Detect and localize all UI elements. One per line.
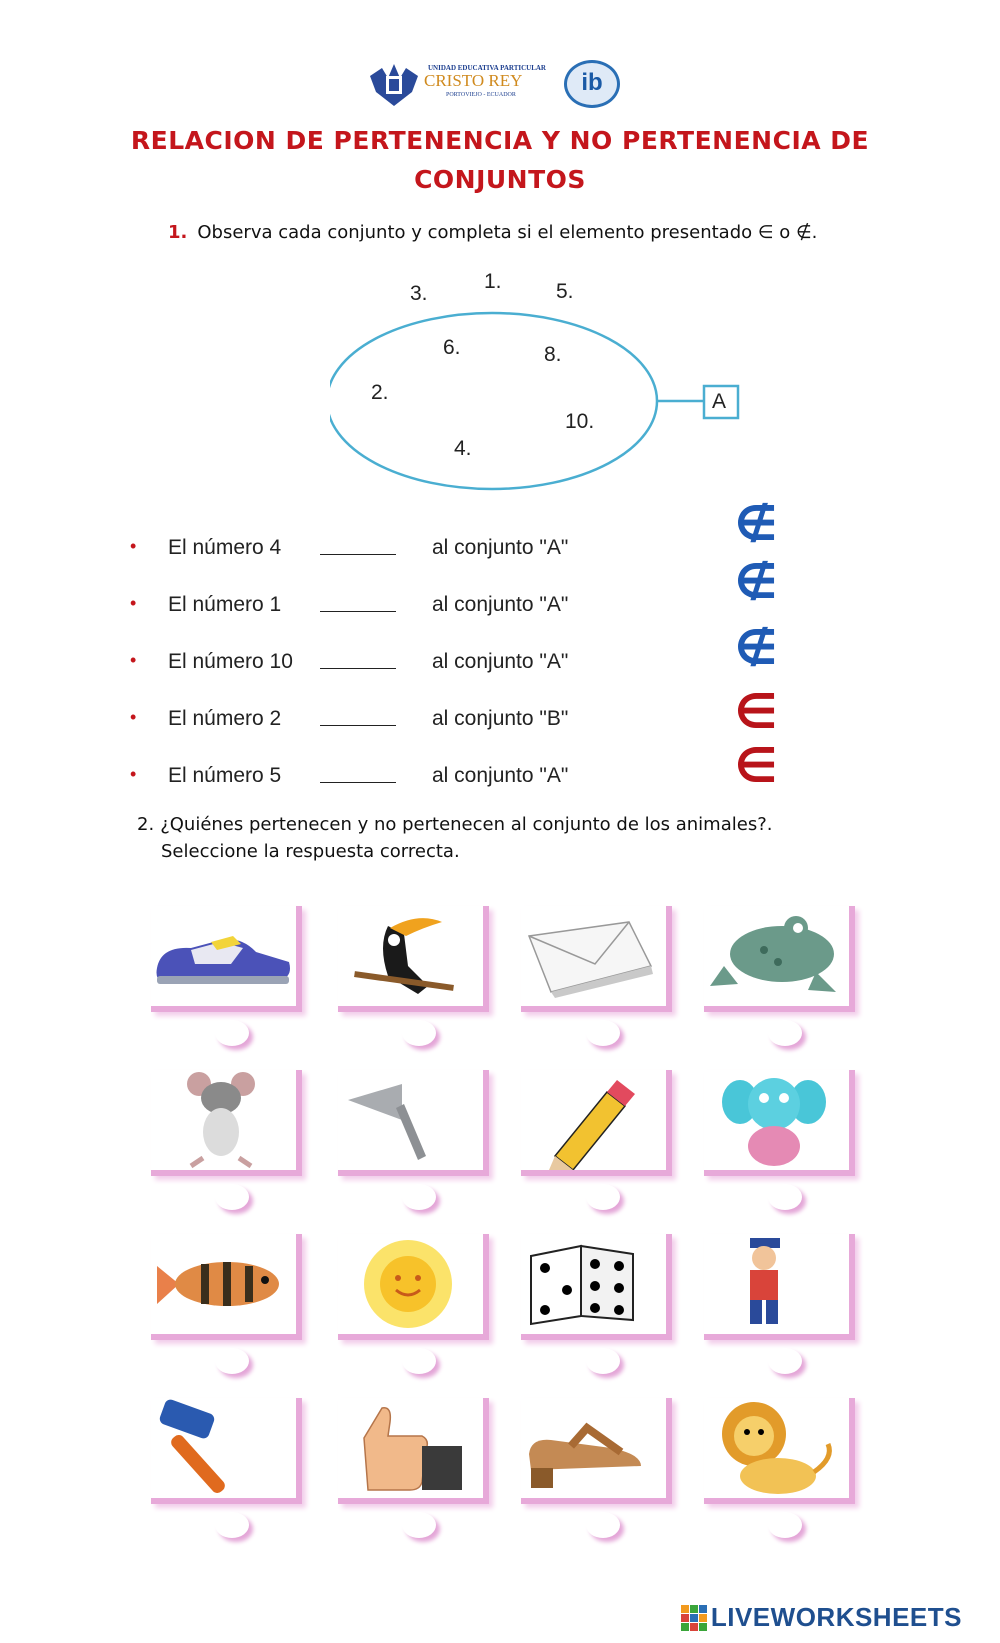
fish-icon — [151, 1234, 296, 1334]
picture-card-boy — [704, 1234, 855, 1340]
bullet: • — [130, 764, 137, 784]
picture-card-sandal — [521, 1398, 672, 1504]
answer-radio[interactable] — [586, 1348, 620, 1374]
answer-radio[interactable] — [215, 1512, 249, 1538]
picture-card-frog — [704, 906, 855, 1012]
outside-element-3: 3. — [410, 282, 428, 305]
answer-radio[interactable] — [768, 1348, 802, 1374]
statement-tail: al conjunto "A" — [432, 593, 569, 616]
question-2-line2: Seleccione la respuesta correcta. — [161, 841, 460, 862]
page-title: RELACION DE PERTENENCIA Y NO PERTENENCIA DE — [130, 126, 870, 155]
answer-radio[interactable] — [402, 1184, 436, 1210]
mouse-icon — [151, 1070, 296, 1170]
picture-card-lion — [704, 1398, 855, 1504]
question-1-number: 1. — [168, 222, 188, 243]
element-of-symbol[interactable]: ∈ — [734, 738, 778, 794]
answer-radio[interactable] — [402, 1512, 436, 1538]
answer-radio[interactable] — [215, 1348, 249, 1374]
statement-tail: al conjunto "B" — [432, 707, 569, 730]
picture-card-mouse — [151, 1070, 302, 1176]
dice-icon — [521, 1234, 666, 1334]
not-element-of-symbol[interactable]: ∉ — [734, 496, 778, 552]
answer-radio[interactable] — [586, 1512, 620, 1538]
lion-icon — [704, 1398, 849, 1498]
funnel-icon — [338, 1070, 483, 1170]
statement-label: El número 1 — [168, 593, 282, 616]
page-title-line2: CONJUNTOS — [414, 165, 586, 194]
answer-blank[interactable] — [320, 668, 396, 669]
question-1 — [168, 222, 817, 243]
bullet: • — [130, 593, 137, 613]
picture-card-toucan — [338, 906, 489, 1012]
picture-card-envelope — [521, 906, 672, 1012]
bullet: • — [130, 650, 137, 670]
school-line1: UNIDAD EDUCATIVA PARTICULAR — [428, 64, 546, 72]
sandal-icon — [521, 1398, 666, 1498]
question-2-number: 2. — [137, 814, 155, 835]
answer-radio[interactable] — [215, 1020, 249, 1046]
envelope-icon — [521, 906, 666, 1006]
outside-element-5: 5. — [556, 280, 574, 303]
picture-card-dice — [521, 1234, 672, 1340]
answer-radio[interactable] — [768, 1020, 802, 1046]
question-1-text: Observa cada conjunto y completa si el elemento presentado ∈ o ∉. — [197, 222, 818, 243]
picture-card-hammer — [151, 1398, 302, 1504]
inside-element-10: 10. — [565, 410, 595, 433]
answer-radio[interactable] — [768, 1512, 802, 1538]
set-diagram — [330, 270, 750, 520]
answer-blank[interactable] — [320, 782, 396, 783]
answer-radio[interactable] — [768, 1184, 802, 1210]
answer-radio[interactable] — [586, 1020, 620, 1046]
statement-tail: al conjunto "A" — [432, 536, 569, 559]
liveworksheets-logo-icon — [681, 1605, 707, 1631]
answer-radio[interactable] — [402, 1348, 436, 1374]
footer-brand-text: LIVEWORKSHEETS — [710, 1602, 962, 1632]
answer-blank[interactable] — [320, 554, 396, 555]
statement-label: El número 4 — [168, 536, 282, 559]
inside-element-4: 4. — [454, 437, 472, 460]
footer-brand — [681, 1602, 962, 1633]
ib-mark: ib — [581, 69, 603, 96]
bullet: • — [130, 707, 137, 727]
pencil-icon — [521, 1070, 666, 1170]
inside-element-2: 2. — [371, 381, 389, 404]
picture-card-thumbs-up — [338, 1398, 489, 1504]
school-name: CRISTO REY — [424, 71, 523, 90]
eagle-crest-icon — [368, 58, 420, 110]
picture-card-pencil — [521, 1070, 672, 1176]
inside-element-8: 8. — [544, 343, 562, 366]
answer-radio[interactable] — [586, 1184, 620, 1210]
answer-radio[interactable] — [215, 1184, 249, 1210]
question-2 — [137, 814, 772, 835]
school-city: PORTOVIEJO - ECUADOR — [446, 92, 516, 98]
picture-card-sun — [338, 1234, 489, 1340]
element-of-symbol[interactable]: ∈ — [734, 684, 778, 740]
set-a-label: A — [712, 390, 727, 413]
picture-card-elephant — [704, 1070, 855, 1176]
outside-element-1: 1. — [484, 270, 502, 293]
statement-tail: al conjunto "A" — [432, 650, 569, 673]
inside-element-6: 6. — [443, 336, 461, 359]
answer-blank[interactable] — [320, 611, 396, 612]
boy-icon — [704, 1234, 849, 1334]
frog-icon — [704, 906, 849, 1006]
picture-card-funnel — [338, 1070, 489, 1176]
ib-logo — [564, 60, 620, 108]
statement-label: El número 10 — [168, 650, 293, 673]
question-2-text: ¿Quiénes pertenecen y no pertenecen al conjunto de los animales?. — [160, 814, 773, 835]
answer-radio[interactable] — [402, 1020, 436, 1046]
not-element-of-symbol[interactable]: ∉ — [734, 554, 778, 610]
picture-card-shoe — [151, 906, 302, 1012]
not-element-of-symbol[interactable]: ∉ — [734, 620, 778, 676]
school-logo — [368, 58, 618, 112]
statement-label: El número 5 — [168, 764, 282, 787]
hammer-icon — [151, 1398, 296, 1498]
shoe-icon — [151, 906, 296, 1006]
elephant-icon — [704, 1070, 849, 1170]
statement-tail: al conjunto "A" — [432, 764, 569, 787]
thumbs-up-icon — [338, 1398, 483, 1498]
answer-blank[interactable] — [320, 725, 396, 726]
statement-label: El número 2 — [168, 707, 282, 730]
sun-icon — [338, 1234, 483, 1334]
bullet: • — [130, 536, 137, 556]
picture-card-fish — [151, 1234, 302, 1340]
toucan-icon — [338, 906, 483, 1006]
